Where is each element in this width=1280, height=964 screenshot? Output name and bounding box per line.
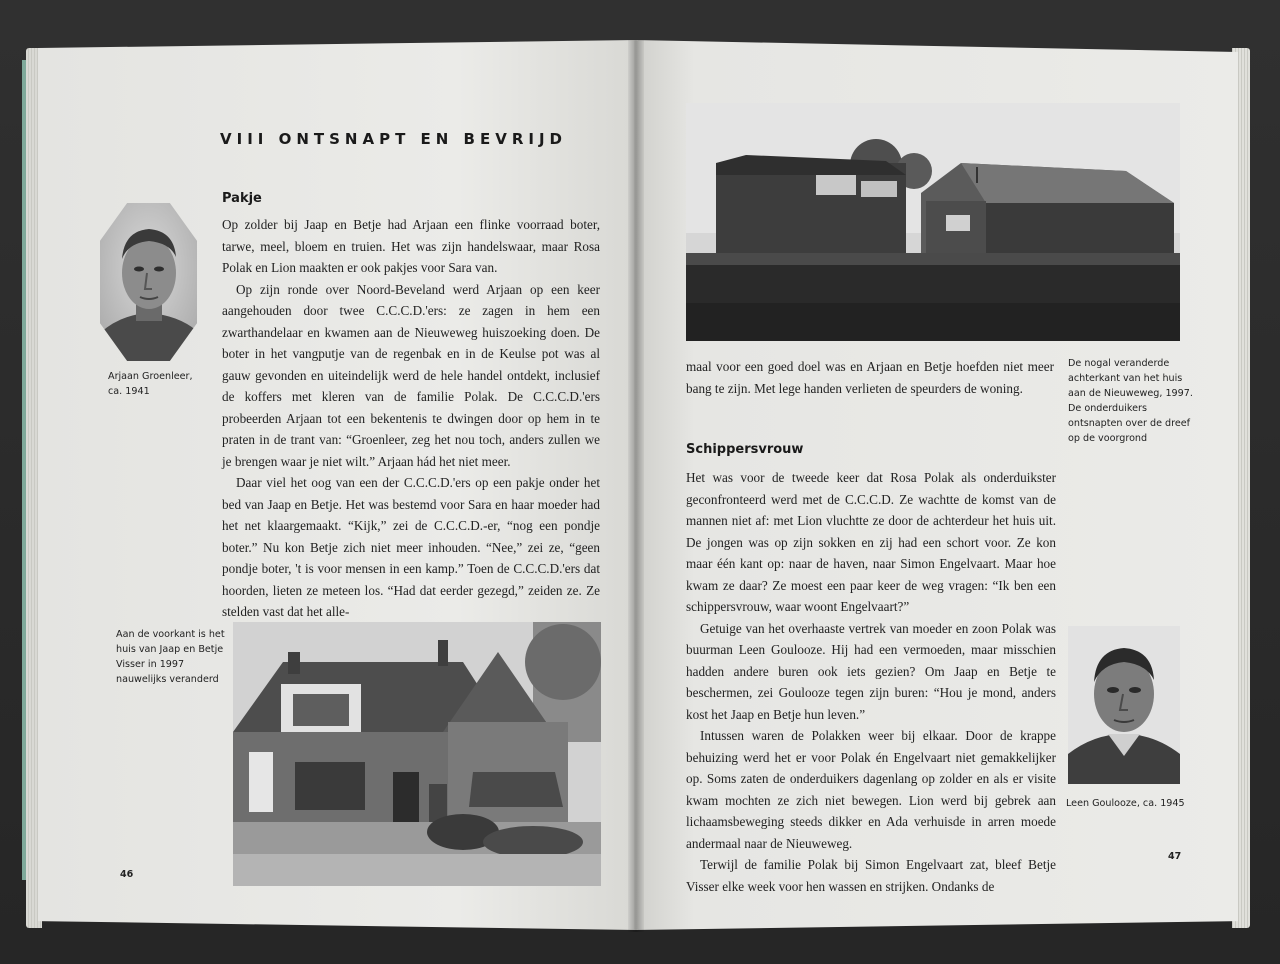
paragraph: Daar viel het oog van een der C.C.C.D.'ers op een pakje onder het bed van Jaap en Betje. Het was bestemd voor Sara en haar moeder had het net klaargemaakt. “Kijk,” zei de C.C.C.D.-er, “nog een pondje boter.” Nu kon Betje zich niet meer inhouden. “Nee,” zei ze, “geen pondje boter, 't is voor mensen in een kamp.” Toen de C.C.C.D.'ers dat hoorden, lieten ze meteen los. “Had dat eerder gezegd,” zeiden ze. Ze stelden vast dat het alle-	[222, 475, 600, 619]
paragraph: Intussen waren de Polakken weer bij elkaar. Door de krappe behuizing werd het er voor Polak én Engelvaart niet gemakkelijker op. Soms zaten de onderduikers dagenlang op zolder en als er visite kwam mochten ze zich niet bewegen. Lion werd bij gebrek aan lichaamsbeweging steeds dikker en Ada verhuisde in arren moede andermaal naar de Nieuweweg.	[686, 728, 1056, 851]
portrait-caption-leen: Leen Goulooze, ca. 1945	[1066, 798, 1185, 809]
paragraph: Het was voor de tweede keer dat Rosa Polak als onderduikster geconfronteerd werd met de C.C.C.D. Ze wachtte de komst van de mannen niet af: met Lion vluchtte ze door de achterdeur het huis uit. De jongen was op zijn sokken en zij had een schort voor. Ze kon maar één kant op: naar de haven, naar Simon Engelvaart. Maar hoe kwam ze daar? Ze moest een paar keer de weg vragen: “Ik ben een schippersvrouw, waar woont Engelvaart?”	[686, 470, 1056, 614]
paragraph: maal voor een goed doel was en Arjaan en Betje hoefden niet meer bang te zijn. Met lege handen verlieten de speurders de woning.	[686, 359, 1054, 396]
paragraph: Getuige van het overhaaste vertrek van moeder en zoon Polak was buurman Leen Goulooze. Hij had een vermoeden, maar misschien hadden andere buren ook iets gezien? Om Jaap en Betje te beschermen, zei Goulooze tegen zijn buren: “Hou je mond, anders kost het Jaap en Betje hun leven.”	[686, 620, 1056, 722]
barn-caption: De nogal veranderde achterkant van het huis aan de Nieuweweg, 1997. De onderduikers ontsnapten over de dreef op de voorgrond	[1068, 358, 1193, 444]
chapter-title: VIII ONTSNAPT EN BEVRIJD	[220, 130, 567, 148]
portrait-arjaan-groenleer	[100, 203, 197, 361]
section-heading-pakje: Pakje	[222, 191, 262, 206]
right-body-text	[686, 467, 1056, 897]
house-caption: Aan de voorkant is het huis van Jaap en Betje Visser in 1997 nauwelijks veranderd	[116, 629, 225, 685]
house-front-photo	[233, 622, 601, 886]
section-heading-schippersvrouw: Schippersvrouw	[686, 442, 804, 457]
right-continuation-text	[686, 356, 1054, 399]
left-body-text	[222, 214, 600, 623]
house-back-photo	[686, 103, 1180, 341]
page-number-right: 47	[1168, 851, 1182, 862]
paragraph: Op zijn ronde over Noord-Beveland werd Arjaan op een keer aangehouden door twee C.C.C.D.'ers: ze zagen in hem een zwarthandelaar en kwamen aan de Nieuweweg huiszoeking doen. De boter in het vangputje van de regenbak en in de Keulse pot was al gauw gevonden en uiteindelijk werd de hele handel ontdekt, inclusief de koffers met kleren van de familie Polak. De C.C.C.D.'ers probeerden Arjaan tot een bekentenis te dwingen door op hem in te praten in de trant van: “Groenleer, zeg het nou toch, anders zullen we je brengen waar je niet wilt.” Arjaan hád het niet meer.	[222, 281, 600, 469]
portrait-caption-arjaan: Arjaan Groenleer, ca. 1941	[108, 371, 193, 397]
book-gutter	[628, 40, 644, 932]
portrait-leen-goulooze	[1068, 626, 1180, 784]
paragraph: Terwijl de familie Polak bij Simon Engelvaart zat, bleef Betje Visser elke week voor hen wassen en strijken. Ondanks de	[686, 857, 1056, 894]
page-number-left: 46	[120, 869, 134, 880]
paragraph: Op zolder bij Jaap en Betje had Arjaan een flinke voorraad boter, tarwe, meel, bloem en truien. Het was zijn handelswaar, maar Rosa Polak en Lion maakten er ook pakjes voor Sara van.	[222, 217, 600, 275]
